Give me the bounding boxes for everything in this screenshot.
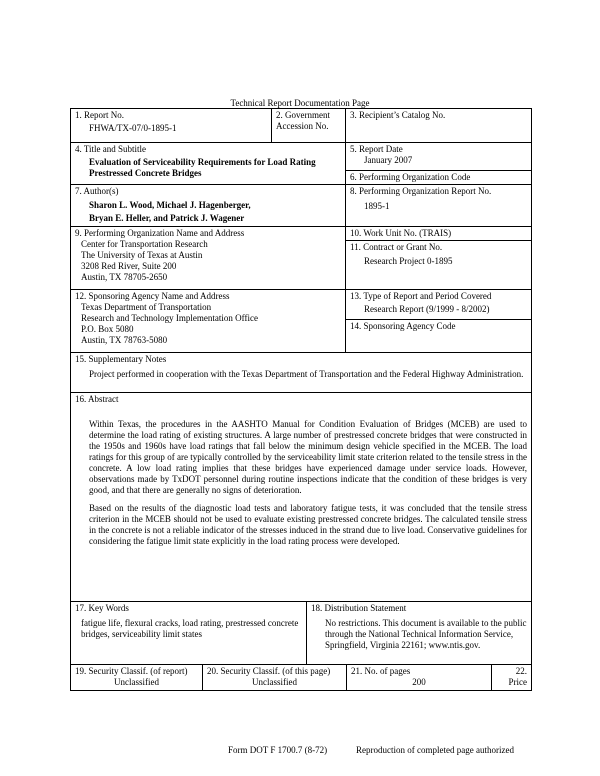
field-perf-report: [345, 185, 531, 226]
row-9: [71, 665, 531, 690]
perf-org-line-3: 3208 Red River, Suite 200: [81, 261, 177, 271]
field-report-date: [346, 143, 531, 170]
contract-label: 11. Contract or Grant No.: [350, 242, 443, 252]
field-class-report: [71, 665, 202, 690]
work-unit-label: 10. Work Unit No. (TRAIS): [350, 228, 452, 238]
row-4: [71, 227, 531, 290]
field-report-no: [71, 109, 271, 142]
field-sponsor: [71, 290, 345, 352]
report-date-value: January 2007: [364, 155, 413, 165]
report-type-label: 13. Type of Report and Period Covered: [350, 291, 492, 301]
report-type-value: Research Report (9/1999 - 8/2002): [364, 304, 490, 314]
authors-label: 7. Author(s): [75, 186, 119, 196]
page-title: Technical Report Documentation Page: [230, 98, 370, 108]
class-report-value: Unclassified: [114, 677, 159, 687]
notes-value: Project performed in cooperation with the Texas Department of Transportation and the Federal Highway Administration.: [89, 369, 524, 379]
report-date-stack: [345, 143, 531, 184]
sponsor-line-2: Research and Technology Implementation Office: [81, 313, 258, 323]
sponsor-label: 12. Sponsoring Agency Name and Address: [75, 291, 230, 301]
report-no-value: FHWA/TX-07/0-1895-1: [89, 123, 177, 133]
notes-label: 15. Supplementary Notes: [75, 354, 167, 364]
class-report-label: 19. Security Classif. (of report): [75, 666, 188, 676]
row-8: [71, 602, 531, 665]
class-page-value: Unclassified: [252, 677, 297, 687]
perf-report-label: 8. Performing Organization Report No.: [350, 186, 492, 196]
form-number: Form DOT F 1700.7 (8-72): [228, 745, 328, 755]
sponsor-line-3: P.O. Box 5080: [81, 324, 134, 334]
report-documentation-form: [70, 108, 532, 691]
field-distribution: [306, 602, 531, 664]
work-unit-stack: [345, 227, 531, 289]
report-date-label: 5. Report Date: [350, 144, 403, 154]
pages-value: 200: [412, 677, 426, 687]
authors-line-1: Sharon L. Wood, Michael J. Hagenberger,: [89, 200, 251, 210]
field-key-words: [71, 602, 306, 664]
row-6: [71, 353, 531, 393]
row-2: [71, 143, 531, 185]
class-page-label: 20. Security Classif. (of this page): [207, 666, 331, 676]
field-work-unit: [346, 227, 531, 240]
field-pages: [346, 665, 491, 690]
abstract-paragraph-1: Within Texas, the procedures in the AASHTO Manual for Condition Evaluation of Bridges (MCEB) are used to determine the load rating of existing structures. A large number of prestressed concrete bridges that were constructed in the 1950s and 1960s have load ratings that fall below the minimum design vehicle specified in the MCEB. The load ratings for this group of are typically controlled by the serviceability limit state criterion related to the tensile stress in the concrete. A low load rating implies that these bridges have experienced damage under service loads. However, observations made by TxDOT personnel during routine inspections indicate that the condition of these bridges is very good, and that there are generally no signs of deterioration.: [89, 419, 527, 495]
sponsor-line-1: Texas Department of Transportation: [81, 302, 212, 312]
field-notes: [71, 353, 531, 392]
authors-line-2: Bryan E. Heller, and Patrick J. Wagener: [89, 213, 245, 223]
field-accession: [271, 109, 345, 142]
field-perf-org: [71, 227, 345, 289]
perf-org-line-1: Center for Transportation Research: [81, 239, 208, 249]
field-price: [491, 665, 531, 690]
field-perf-code: [346, 170, 531, 184]
field-authors: [71, 185, 345, 226]
reproduction-note: Reproduction of completed page authorized: [356, 745, 514, 755]
row-1: [71, 109, 531, 143]
row-5: [71, 290, 531, 353]
field-abstract: [71, 393, 531, 601]
distribution-label: 18. Distribution Statement: [311, 603, 407, 613]
report-no-label: 1. Report No.: [75, 110, 124, 120]
field-class-page: [202, 665, 346, 690]
abstract-paragraph-2: Based on the results of the diagnostic load tests and laboratory fatigue tests, it was concluded that the tensile stress criterion in the MCEB should not be used to evaluate existing prestressed concrete bridges. The calculated tensile stress in the concrete is not a reliable indicator of the stresses induced in the strand due to live load. Conservative guidelines for considering the fatigue limit state explicitly in the load rating process were developed.: [89, 503, 527, 546]
row-7: [71, 393, 531, 602]
catalog-label: 3. Recipient’s Catalog No.: [350, 110, 446, 120]
field-title: [71, 143, 345, 184]
sponsor-code-label: 14. Sponsoring Agency Code: [350, 321, 456, 331]
perf-org-label: 9. Performing Organization Name and Address: [75, 228, 245, 238]
price-label: 22. Price: [508, 666, 527, 687]
report-type-stack: [345, 290, 531, 352]
row-3: [71, 185, 531, 227]
field-report-type: [346, 290, 531, 319]
contract-value: Research Project 0-1895: [364, 256, 453, 266]
pages-label: 21. No. of pages: [351, 666, 411, 676]
perf-report-value: 1895-1: [364, 201, 390, 211]
accession-label: 2. Government Accession No.: [276, 110, 330, 131]
perf-code-label: 6. Performing Organization Code: [350, 172, 471, 182]
field-contract: [346, 240, 531, 289]
field-sponsor-code: [346, 319, 531, 352]
key-words-value: fatigue life, flexural cracks, load rating, prestressed concrete bridges, serviceability limit states: [81, 618, 299, 639]
distribution-value: No restrictions. This document is available to the public through the National Technical Information Service, Springfield, Virginia 22161; www.ntis.gov.: [325, 618, 527, 650]
perf-org-line-2: The University of Texas at Austin: [81, 250, 203, 260]
sponsor-line-4: Austin, TX 78763-5080: [81, 335, 168, 345]
abstract-label: 16. Abstract: [75, 394, 119, 404]
field-catalog: [345, 109, 531, 142]
title-value: Evaluation of Serviceability Requirements for Load Rating Prestressed Concrete Bridges: [89, 157, 316, 178]
title-label: 4. Title and Subtitle: [75, 144, 147, 154]
key-words-label: 17. Key Words: [75, 603, 129, 613]
perf-org-line-4: Austin, TX 78705-2650: [81, 272, 168, 282]
